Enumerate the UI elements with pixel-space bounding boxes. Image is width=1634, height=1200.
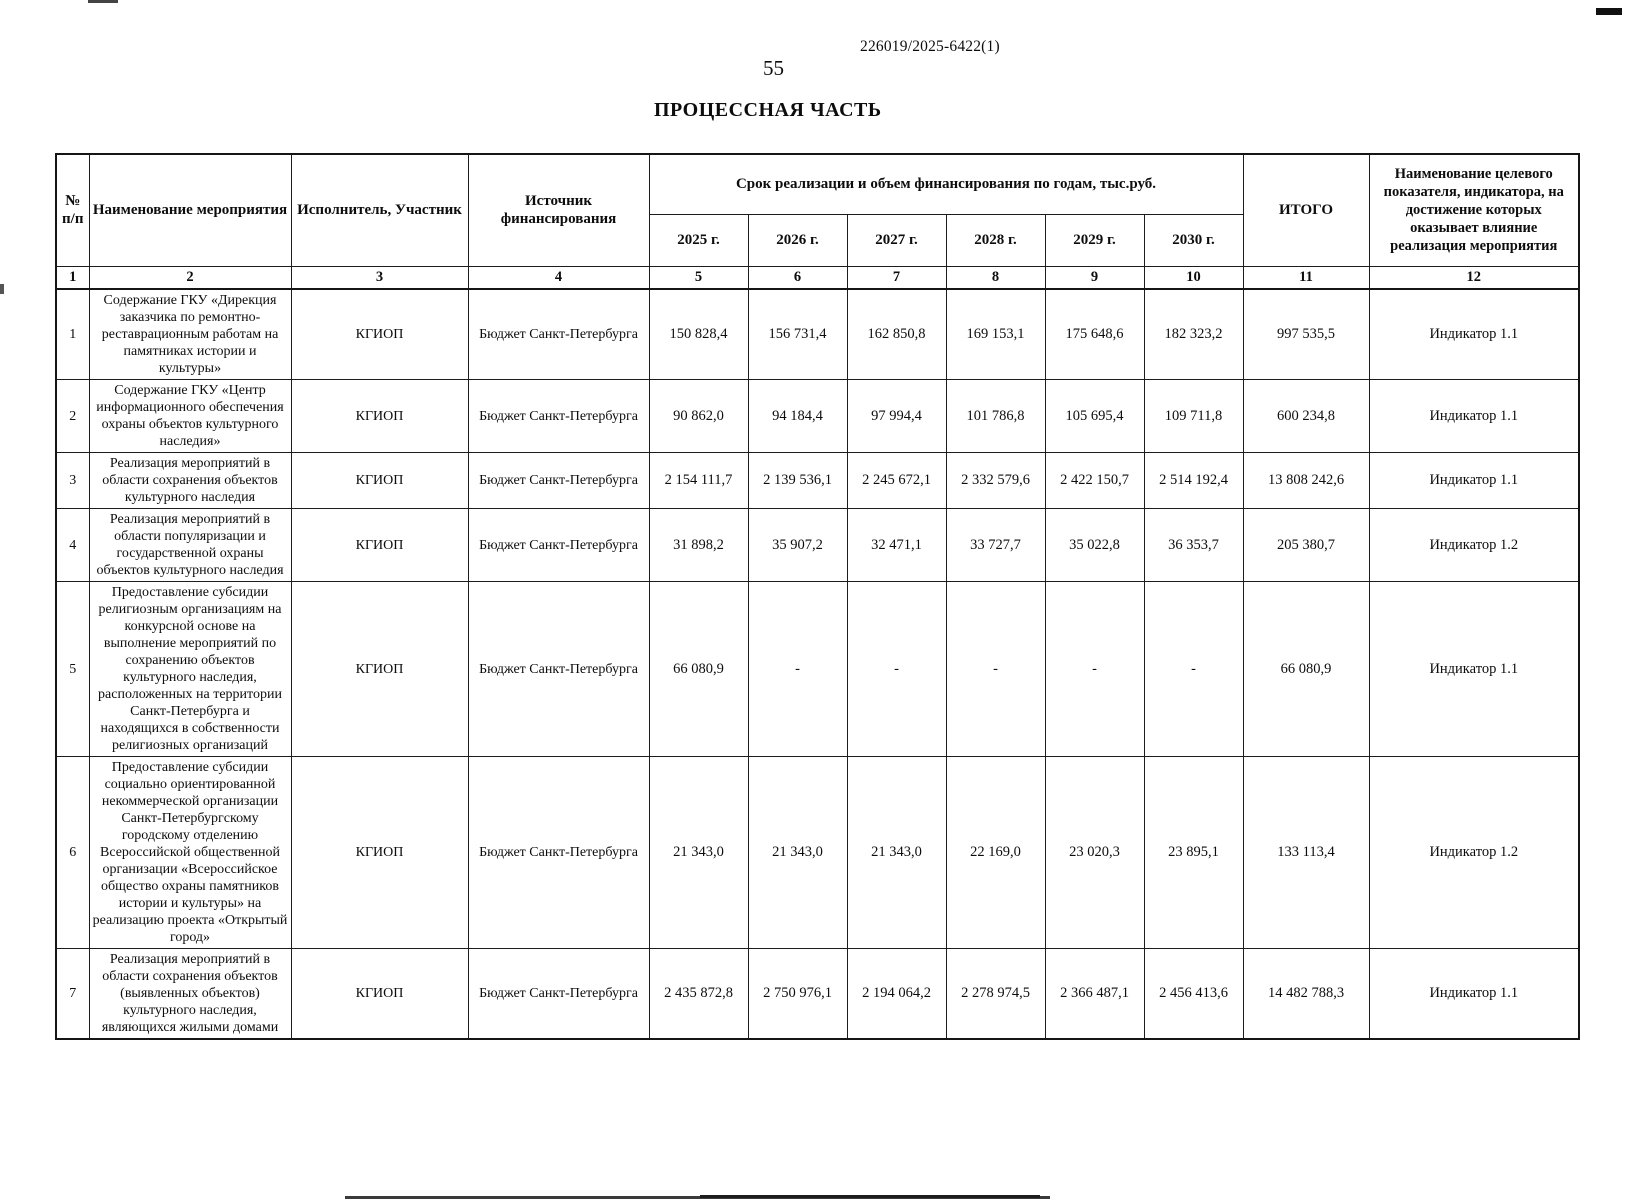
col-header-year-2027: 2027 г.: [847, 214, 946, 266]
executor-cell: КГИОП: [291, 582, 468, 757]
col-header-num: № п/п: [56, 154, 89, 266]
measure-name-cell: Содержание ГКУ «Дирекция заказчика по ремонтно-реставрационным работам на памятниках истории и культуры»: [89, 289, 291, 380]
year-value-cell-2028: 2 278 974,5: [946, 949, 1045, 1040]
year-value-cell-2026: -: [748, 582, 847, 757]
total-value-cell: 133 113,4: [1243, 757, 1369, 949]
year-value-cell-2029: 105 695,4: [1045, 380, 1144, 453]
year-value-cell-2028: 22 169,0: [946, 757, 1045, 949]
indicator-cell: Индикатор 1.1: [1369, 380, 1579, 453]
indicator-cell: Индикатор 1.2: [1369, 509, 1579, 582]
year-value-cell-2027: -: [847, 582, 946, 757]
year-value-cell-2029: -: [1045, 582, 1144, 757]
measure-name-cell: Содержание ГКУ «Центр информационного обеспечения охраны объектов культурного наследия»: [89, 380, 291, 453]
funding-source-cell: Бюджет Санкт-Петербурга: [468, 380, 649, 453]
column-index-row: [56, 266, 1579, 289]
year-value-cell-2026: 2 750 976,1: [748, 949, 847, 1040]
total-value-cell: 600 234,8: [1243, 380, 1369, 453]
year-value-cell-2029: 2 422 150,7: [1045, 453, 1144, 509]
scan-artifact: [0, 284, 4, 294]
col-index: 4: [468, 266, 649, 289]
table-header: [56, 154, 1579, 289]
year-value-cell-2029: 35 022,8: [1045, 509, 1144, 582]
total-value-cell: 66 080,9: [1243, 582, 1369, 757]
funding-source-cell: Бюджет Санкт-Петербурга: [468, 453, 649, 509]
year-value-cell-2025: 2 435 872,8: [649, 949, 748, 1040]
total-value-cell: 205 380,7: [1243, 509, 1369, 582]
document-id: 226019/2025-6422(1): [860, 38, 1000, 55]
indicator-cell: Индикатор 1.1: [1369, 949, 1579, 1040]
funding-source-cell: Бюджет Санкт-Петербурга: [468, 509, 649, 582]
year-value-cell-2028: 101 786,8: [946, 380, 1045, 453]
total-value-cell: 997 535,5: [1243, 289, 1369, 380]
col-index: 5: [649, 266, 748, 289]
indicator-cell: Индикатор 1.1: [1369, 289, 1579, 380]
col-index: 3: [291, 266, 468, 289]
col-header-measure: Наименование мероприятия: [89, 154, 291, 266]
col-header-source: Источник финансирования: [468, 154, 649, 266]
year-value-cell-2030: 2 514 192,4: [1144, 453, 1243, 509]
row-number-cell: 3: [56, 453, 89, 509]
year-value-cell-2030: 182 323,2: [1144, 289, 1243, 380]
total-value-cell: 13 808 242,6: [1243, 453, 1369, 509]
year-value-cell-2028: 169 153,1: [946, 289, 1045, 380]
indicator-cell: Индикатор 1.2: [1369, 757, 1579, 949]
executor-cell: КГИОП: [291, 380, 468, 453]
col-header-year-2025: 2025 г.: [649, 214, 748, 266]
col-header-year-2028: 2028 г.: [946, 214, 1045, 266]
table-row: [56, 289, 1579, 380]
col-header-year-2029: 2029 г.: [1045, 214, 1144, 266]
col-header-period-group: Срок реализации и объем финансирования по годам, тыс.руб.: [649, 154, 1243, 214]
row-number-cell: 1: [56, 289, 89, 380]
year-value-cell-2030: -: [1144, 582, 1243, 757]
table-row: [56, 757, 1579, 949]
funding-source-cell: Бюджет Санкт-Петербурга: [468, 949, 649, 1040]
year-value-cell-2029: 23 020,3: [1045, 757, 1144, 949]
executor-cell: КГИОП: [291, 289, 468, 380]
page-number: 55: [763, 56, 784, 80]
row-number-cell: 4: [56, 509, 89, 582]
col-index: 1: [56, 266, 89, 289]
year-value-cell-2026: 21 343,0: [748, 757, 847, 949]
year-value-cell-2025: 31 898,2: [649, 509, 748, 582]
col-index: 6: [748, 266, 847, 289]
executor-cell: КГИОП: [291, 757, 468, 949]
table-row: [56, 582, 1579, 757]
col-index: 12: [1369, 266, 1579, 289]
year-value-cell-2030: 23 895,1: [1144, 757, 1243, 949]
indicator-cell: Индикатор 1.1: [1369, 582, 1579, 757]
col-header-indicator: Наименование целевого показателя, индикатора, на достижение которых оказывает влияние реализация мероприятия: [1369, 154, 1579, 266]
year-value-cell-2025: 150 828,4: [649, 289, 748, 380]
funding-source-cell: Бюджет Санкт-Петербурга: [468, 289, 649, 380]
table-row: [56, 380, 1579, 453]
year-value-cell-2027: 21 343,0: [847, 757, 946, 949]
measure-name-cell: Предоставление субсидии социально ориентированной некоммерческой организации Санкт-Петербургскому городскому отделению Всероссийской общественной организации «Всероссийское общество охраны памятников истории и культуры» на реализацию проекта «Открытый город»: [89, 757, 291, 949]
year-value-cell-2026: 94 184,4: [748, 380, 847, 453]
year-value-cell-2027: 162 850,8: [847, 289, 946, 380]
col-header-total: ИТОГО: [1243, 154, 1369, 266]
col-index: 11: [1243, 266, 1369, 289]
col-index: 10: [1144, 266, 1243, 289]
executor-cell: КГИОП: [291, 453, 468, 509]
year-value-cell-2030: 109 711,8: [1144, 380, 1243, 453]
row-number-cell: 7: [56, 949, 89, 1040]
row-number-cell: 5: [56, 582, 89, 757]
year-value-cell-2028: -: [946, 582, 1045, 757]
year-value-cell-2025: 2 154 111,7: [649, 453, 748, 509]
row-number-cell: 6: [56, 757, 89, 949]
measure-name-cell: Реализация мероприятий в области сохранения объектов (выявленных объектов) культурного наследия, являющихся жилыми домами: [89, 949, 291, 1040]
table-body: [56, 289, 1579, 1039]
year-value-cell-2028: 2 332 579,6: [946, 453, 1045, 509]
scan-artifact: [700, 1195, 1040, 1198]
table-row: [56, 453, 1579, 509]
col-header-year-2026: 2026 г.: [748, 214, 847, 266]
col-index: 8: [946, 266, 1045, 289]
year-value-cell-2027: 2 194 064,2: [847, 949, 946, 1040]
year-value-cell-2026: 2 139 536,1: [748, 453, 847, 509]
col-index: 2: [89, 266, 291, 289]
year-value-cell-2029: 175 648,6: [1045, 289, 1144, 380]
row-number-cell: 2: [56, 380, 89, 453]
year-value-cell-2030: 36 353,7: [1144, 509, 1243, 582]
year-value-cell-2029: 2 366 487,1: [1045, 949, 1144, 1040]
funding-source-cell: Бюджет Санкт-Петербурга: [468, 757, 649, 949]
year-value-cell-2025: 90 862,0: [649, 380, 748, 453]
year-value-cell-2026: 156 731,4: [748, 289, 847, 380]
scan-artifact: [1596, 8, 1622, 15]
year-value-cell-2026: 35 907,2: [748, 509, 847, 582]
financing-table: [55, 153, 1580, 1040]
year-value-cell-2025: 21 343,0: [649, 757, 748, 949]
scan-artifact: [88, 0, 118, 3]
year-value-cell-2027: 2 245 672,1: [847, 453, 946, 509]
measure-name-cell: Предоставление субсидии религиозным организациям на конкурсной основе на выполнение мероприятий по сохранению объектов культурного наследия, расположенных на территории Санкт-Петербурга и находящихся в собственности религиозных организаций: [89, 582, 291, 757]
col-header-executor: Исполнитель, Участник: [291, 154, 468, 266]
funding-source-cell: Бюджет Санкт-Петербурга: [468, 582, 649, 757]
indicator-cell: Индикатор 1.1: [1369, 453, 1579, 509]
year-value-cell-2030: 2 456 413,6: [1144, 949, 1243, 1040]
col-index: 9: [1045, 266, 1144, 289]
page-title: ПРОЦЕССНАЯ ЧАСТЬ: [654, 99, 882, 121]
total-value-cell: 14 482 788,3: [1243, 949, 1369, 1040]
table-row: [56, 949, 1579, 1040]
measure-name-cell: Реализация мероприятий в области популяризации и государственной охраны объектов культурного наследия: [89, 509, 291, 582]
year-value-cell-2027: 32 471,1: [847, 509, 946, 582]
year-value-cell-2027: 97 994,4: [847, 380, 946, 453]
executor-cell: КГИОП: [291, 949, 468, 1040]
executor-cell: КГИОП: [291, 509, 468, 582]
measure-name-cell: Реализация мероприятий в области сохранения объектов культурного наследия: [89, 453, 291, 509]
table-row: [56, 509, 1579, 582]
col-index: 7: [847, 266, 946, 289]
year-value-cell-2025: 66 080,9: [649, 582, 748, 757]
year-value-cell-2028: 33 727,7: [946, 509, 1045, 582]
col-header-year-2030: 2030 г.: [1144, 214, 1243, 266]
